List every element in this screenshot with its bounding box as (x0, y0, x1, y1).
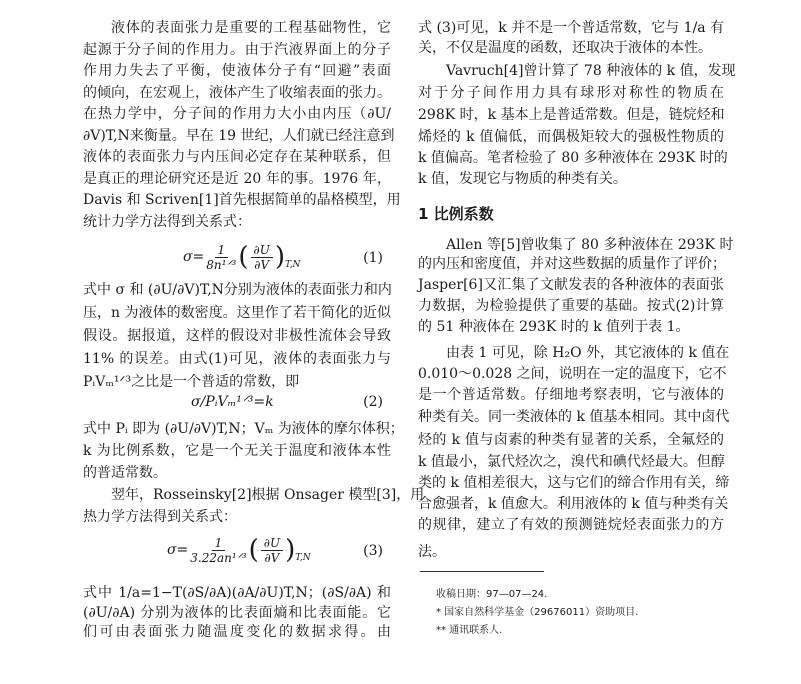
text-line: 液体的表面张力是重要的工程基础物性，它 (111, 20, 391, 36)
text-line: Davis 和 Scriven[1]首先根据简单的晶格模型，用 (83, 192, 401, 208)
denominator: 8n¹ᐟ³ (206, 257, 237, 272)
text-line: 在热力学中，分子间的作用力大小由内压（∂U/ (83, 106, 391, 122)
numerator: 1 (212, 536, 226, 551)
text-line: 法。 (418, 544, 446, 560)
numerator: ∂U (251, 243, 273, 258)
text-line: (∂U/∂A) 分别为液体的比表面熵和比表面能。它 (83, 605, 391, 621)
equation-number: (3) (363, 543, 383, 559)
footnote-funding: * 国家自然科学基金（29676011）资助项目. (436, 607, 639, 618)
text-line: 298K 时，k 基本上是普适常数。但是，链烷烃和 (418, 107, 725, 123)
subscript: T,N (295, 553, 311, 563)
formula-lhs: σ= (167, 542, 189, 558)
footnote-divider (420, 571, 544, 572)
text-line: ∂V)T,N来衡量。早在 19 世纪，人们就已经注意到 (83, 128, 395, 144)
text-line: k 值最小，氯代烃次之，溴代和碘代烃最大。但醇 (418, 454, 725, 470)
section-heading: 1 比例系数 (418, 205, 494, 223)
text-line: 式中 Pᵢ 即为 (∂U/∂V)T,N；Vₘ 为液体的摩尔体积； (83, 421, 404, 437)
text-line: 11% 的误差。由式(1)可见，液体的表面张力与 (83, 351, 391, 367)
text-line: 作用力失去了平衡，使液体分子有“回避”表面 (83, 63, 391, 79)
text-line: 式中 1/a=1−T(∂S/∂A)(∂A/∂U)T,N；(∂S/∂A) 和 (83, 585, 391, 601)
text-line: 们可由表面张力随温度变化的数据求得。由 (83, 624, 391, 640)
text-line: 的内压和密度值，并对这些数据的质量作了评价； (418, 256, 726, 272)
text-line: 的普适常数。 (83, 465, 167, 481)
text-line: 液体的表面张力与内压间必定存在某种联系，但 (83, 149, 391, 165)
fraction (206, 243, 236, 272)
text-line: 关，不仅是温度的函数，还取决于液体的本性。 (418, 40, 712, 56)
fraction (190, 536, 246, 565)
text-line: Vavruch[4]曾计算了 78 种液体的 k 值，发现 (446, 63, 736, 79)
equation-number: (1) (363, 250, 383, 266)
text-line: 合愈强者，k 值愈大。利用液体的 k 值与种类有关 (418, 496, 729, 512)
text-line: 力数据，为检验提供了重要的基础。按式(2)计算 (418, 298, 724, 314)
denominator: 3.22an¹ᐟ³ (190, 550, 247, 565)
numerator: 1 (215, 243, 229, 258)
text-line: 类的 k 值相差很大，这与它们的缔合作用有关，缔 (418, 475, 730, 491)
text-line: Jasper[6]又汇集了文献发表的各种液体的表面张 (418, 277, 724, 293)
denominator: ∂V (254, 257, 270, 272)
formula-expression: σ/PᵢVₘ¹ᐟ³=k (191, 394, 274, 410)
text-line: 式中 σ 和 (∂U/∂V)T,N分别为液体的表面张力和内 (83, 282, 392, 298)
footnote-contact: ** 通讯联系人. (436, 625, 503, 636)
text-line: Allen 等[5]曾收集了 80 多种液体在 293K 时 (446, 237, 734, 253)
text-line: 统计力学方法得到关系式： (83, 214, 251, 230)
text-line: 压，n 为液体的数密度。这里作了若干简化的近似 (83, 305, 391, 321)
equation-number: (2) (363, 394, 383, 410)
partial-fraction (251, 243, 273, 272)
partial-fraction (261, 536, 283, 565)
text-line: 翌年，Rosseinsky[2]根据 Onsager 模型[3]，用 (111, 487, 425, 503)
text-line: 由表 1 可见，除 H₂O 外，其它液体的 k 值在 (446, 345, 730, 361)
text-line: 是一个普适常数。仔细地考察表明，它与液体的 (418, 387, 724, 403)
text-line: 式 (3)可见，k 并不是一个普适常数，它与 1/a 有 (418, 20, 725, 36)
text-line: 假设。据报道，这样的假设对非极性流体会导致 (83, 328, 391, 344)
formula-3: σ= $\frac{1}{\text{3.22an¹ᐟ³}}$ ( $\frac{\partial U}{\partial V}$ ) T,N (3) (167, 535, 383, 565)
text-line: k 为比例系数，它是一个无关于温度和液体本性 (83, 443, 391, 459)
subscript: T,N (285, 260, 301, 270)
text-line: 是真正的理论研究还是近 20 年的事。1976 年， (83, 171, 391, 187)
text-line: k 值偏高。笔者检验了 80 多种液体在 293K 时的 (418, 150, 728, 166)
text-line: 的倾向，在宏观上，液体产生了收缩表面的张力。 (83, 85, 391, 101)
text-line: PᵢVₘ¹ᐟ³之比是一个普适的常数，即 (83, 374, 300, 390)
text-line: 起源于分子间的作用力。由于汽液界面上的分子 (83, 42, 391, 58)
text-line: 烯烃的 k 值偏低，而偶极矩较大的强极性物质的 (418, 129, 724, 145)
text-line: 0.010～0.028 之间，说明在一定的温度下，它不 (418, 366, 727, 382)
text-line: 热力学方法得到关系式： (83, 509, 237, 525)
text-line: 对于分子间作用力具有球形对称性的物质在 (418, 85, 724, 101)
text-line: 种类有关。同一类液体的 k 值基本相同。其中卤代 (418, 409, 730, 425)
denominator: ∂V (264, 550, 280, 565)
numerator: ∂U (261, 536, 283, 551)
formula-1: σ= $\frac{1}{\text{8n¹ᐟ³}}$ ( $\frac{\partial U}{\partial V}$ ) T,N (1) (183, 242, 383, 272)
text-line: k 值，发现它与物质的种类有关。 (418, 171, 627, 187)
footnote-received-date: 收稿日期：97—07—24. (436, 589, 548, 600)
formula-lhs: σ= (183, 249, 205, 265)
text-line: 的规律，建立了有效的预测链烷烃表面张力的方 (418, 517, 724, 533)
text-line: 烃的 k 值与卤素的种类有显著的关系，全氟烃的 (418, 432, 724, 448)
text-line: 的 51 种液体在 293K 时的 k 值列于表 1。 (418, 319, 690, 335)
